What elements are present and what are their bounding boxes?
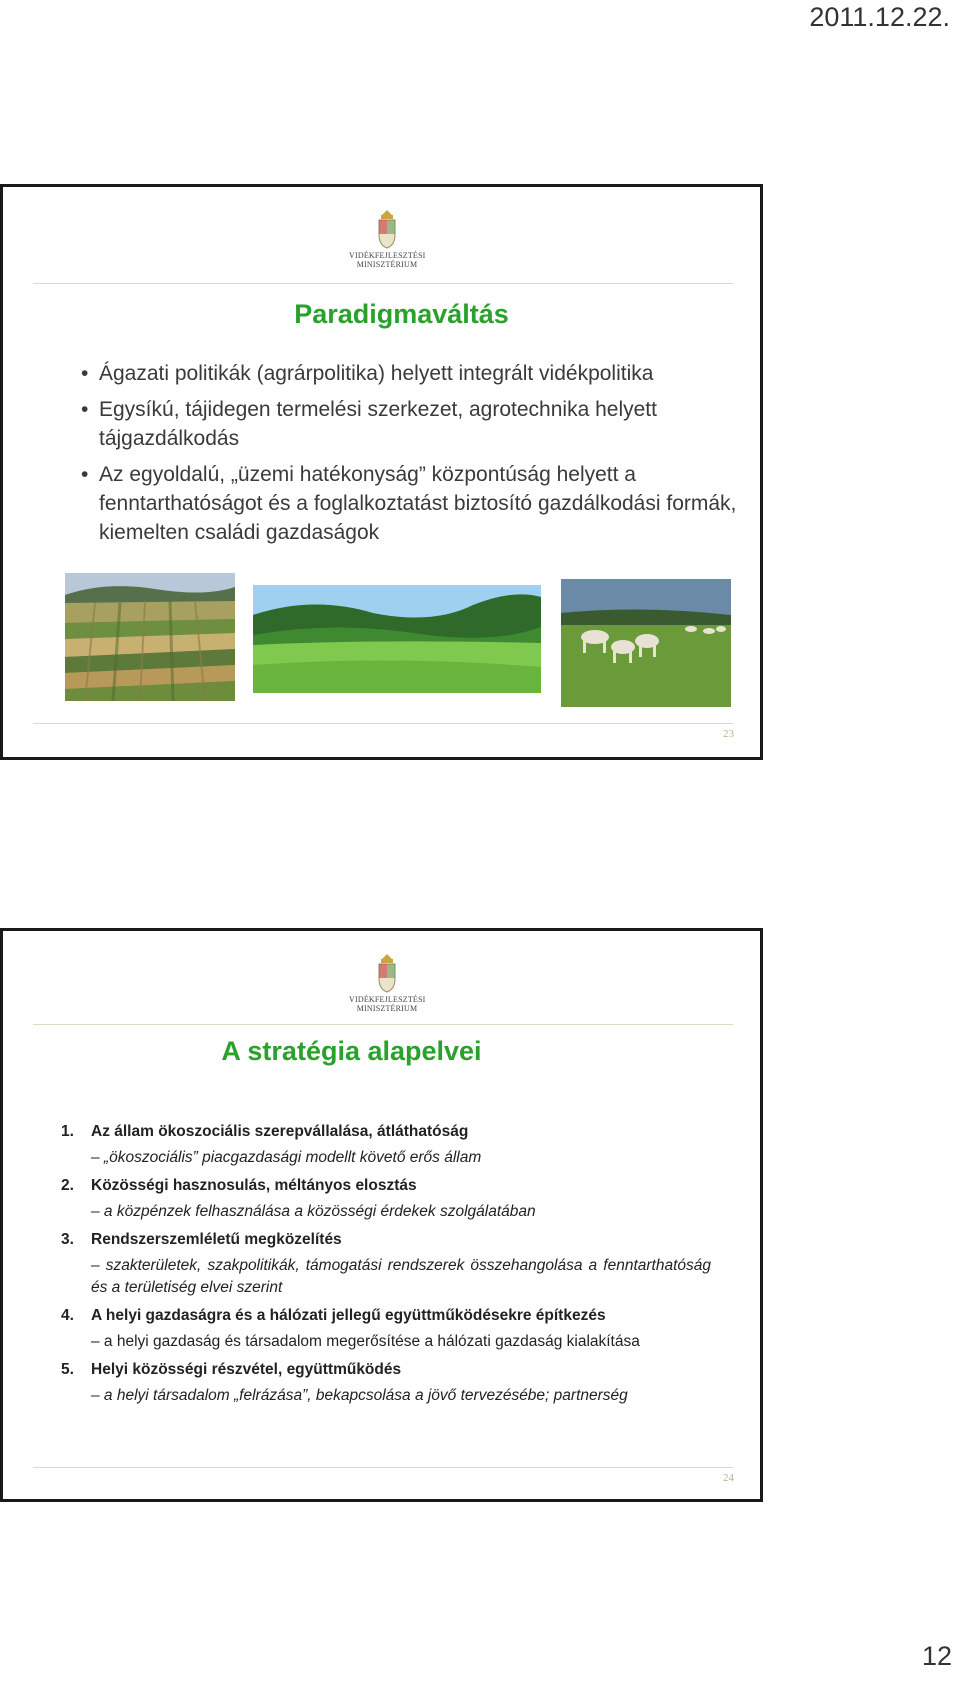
footer-rule (33, 723, 733, 724)
principle-detail: – a helyi társadalom „felrázása”, bekapcsolása a jövő tervezésébe; partnerség (91, 1387, 628, 1404)
footer-rule (33, 1467, 733, 1468)
bullet-item: • Ágazati politikák (agrárpolitika) helyett integrált vidékpolitika (99, 359, 741, 388)
principle-detail: – a helyi gazdaság és társadalom megerősítése a hálózati gazdaság kialakítása (91, 1333, 640, 1350)
page-date: 2011.12.22. (809, 2, 950, 32)
bullet-item: • Az egyoldalú, „üzemi hatékonyság” központúság helyett a fenntarthatóságot és a foglalkoztatást biztosító gazdálkodási formák, kiemelten családi gazdaságok (99, 460, 741, 547)
coat-of-arms-icon (374, 953, 400, 993)
principle-heading: A helyi gazdaságra és a hálózati jellegű együttműködésekre építkezés (91, 1307, 606, 1324)
slide-number: 24 (723, 1472, 734, 1484)
slide-title: A stratégia alapelvei (221, 1036, 482, 1066)
principles-list (61, 1121, 711, 1413)
principle-heading: Közösségi hasznosulás, méltányos elosztás (91, 1177, 417, 1194)
principle-detail: – „ökoszociális” piacgazdasági modellt követő erős állam (91, 1149, 482, 1166)
meadow-photo (253, 585, 541, 693)
principle-item: 5. Helyi közösségi részvétel, együttműködés – a helyi társadalom „felrázása”, bekapcsolása a jövő tervezésébe; partnerség (61, 1359, 711, 1407)
principle-item: 1. Az állam ökoszociális szerepvállalása, átláthatóság – „ökoszociális” piacgazdasági modellt követő erős állam (61, 1121, 711, 1169)
ministry-logo: VIDÉKFEJLESZTÉSI MINISZTÉRIUM (349, 953, 425, 1013)
slide-strategy-principles (0, 928, 763, 1502)
bullet-item: • Egysíkú, tájidegen termelési szerkezet, agrotechnika helyett tájgazdálkodás (99, 395, 741, 453)
principle-detail: – a közpénzek felhasználása a közösségi érdekek szolgálatában (91, 1203, 536, 1220)
slide-number: 23 (723, 728, 734, 740)
bullet-list (81, 359, 741, 554)
ministry-logo: VIDÉKFEJLESZTÉSI MINISZTÉRIUM (349, 209, 425, 269)
principle-item: 2. Közösségi hasznosulás, méltányos elosztás – a közpénzek felhasználása a közösségi érdekek szolgálatában (61, 1175, 711, 1223)
principle-heading: Helyi közösségi részvétel, együttműködés (91, 1361, 402, 1378)
header-rule (33, 1024, 733, 1025)
page-number: 12 (921, 1641, 952, 1671)
principle-heading: Az állam ökoszociális szerepvállalása, átláthatóság (91, 1123, 469, 1140)
slide-paradigm-shift (0, 184, 763, 760)
cattle-pasture-photo (561, 579, 731, 707)
principle-heading: Rendszerszemléletű megközelítés (91, 1231, 342, 1248)
header-rule (33, 283, 733, 284)
principle-item: 3. Rendszerszemléletű megközelítés – szakterületek, szakpolitikák, támogatási rendszerek összehangolása a fenntarthatóság és a területiség elvei szerint (61, 1229, 711, 1299)
coat-of-arms-icon (374, 209, 400, 249)
farmland-aerial-photo (65, 573, 235, 701)
principle-detail: – szakterületek, szakpolitikák, támogatási rendszerek összehangolása a fenntarthatóság és a területiség elvei szerint (91, 1257, 711, 1296)
principle-item: 4. A helyi gazdaságra és a hálózati jellegű együttműködésekre építkezés – a helyi gazdaság és társadalom megerősítése a hálózati gazdaság kialakítása (61, 1305, 711, 1353)
slide-title: Paradigmaváltás (294, 299, 509, 329)
